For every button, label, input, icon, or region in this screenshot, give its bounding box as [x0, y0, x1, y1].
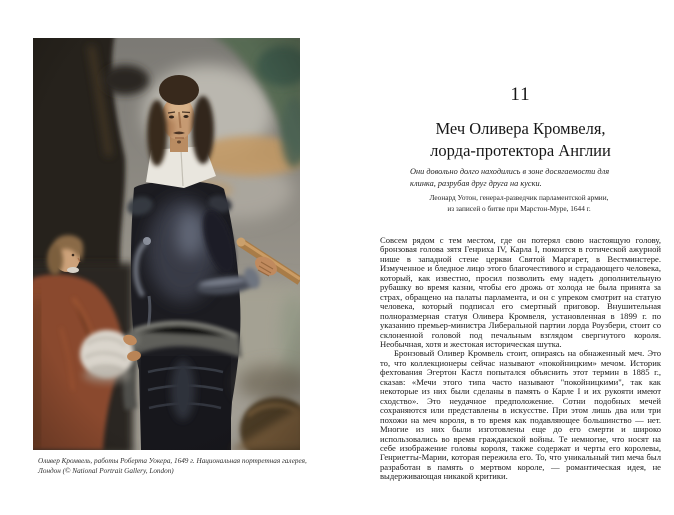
epigraph-attribution — [398, 193, 640, 215]
epigraph-attribution-line1: Леонард Уотон, генерал-разведчик парламентской армии, — [429, 193, 609, 202]
chapter-number: 11 — [510, 84, 531, 105]
figure-caption — [38, 456, 316, 477]
figure-caption-line1: Оливер Кромвель, работы Роберта Уокера, 1649 г. Национальная портретная галерея, — [38, 457, 307, 465]
cromwell-portrait-painting — [33, 38, 300, 450]
figure-caption-line2: Лондон (© National Portrait Gallery, London) — [38, 467, 174, 476]
body-paragraph-1: Совсем рядом с тем местом, где он потерял свою настоящую голову, бронзовая голова зятя Генриха IV, Карла I, покоится в готической ажурной нише в западной стене церкви Святой Маргарет, в Вестминстере. Измученное и бледное лицо этого благочестивого и страдающего человека, который, как известно, просил позволить ему надеть дополнительную рубашку во время казни, чтобы его дрожь от холода не была принята за страх, обращено на палаты парламента, и он с упреком смотрит на статую человека, который подписал его смертный приговор. Внушительная полноразмерная статуя Оливера Кромвеля, установленная в 1899 г. по указанию премьер-министра Либеральной партии лорда Роузбери, стоит со склоненной головой под печальным взглядом свергнутого короля. Необычная, хотя и жестокая историческая шутка. — [380, 235, 661, 349]
epigraph — [410, 166, 628, 191]
chapter-title — [380, 118, 661, 163]
epigraph-line2: клинка, разрубая друг друга на куски. — [410, 179, 542, 189]
chapter-title-line2: лорда-протектора Англии — [430, 141, 611, 161]
chapter-title-line1: Меч Оливера Кромвеля, — [435, 119, 606, 138]
portrait-illustration — [33, 38, 300, 450]
chapter-body — [380, 236, 661, 482]
epigraph-attribution-line2: из записей о битве при Марстон-Муре, 1644 г. — [447, 203, 591, 213]
body-paragraph-2: Бронзовый Оливер Кромвель стоит, опираясь на обнаженный меч. Это то, что коллекционеры сейчас называют «покойницким» мечом. Историк фехтования Эгертон Кастл попытался объяснить этот термин в 1885 г., сказав: «Мечи этого типа часто называют "покойницкими", так как некоторые из них были сделаны в память о Карле I и их рукояти имеют сходство». Это неудачное предположение. Сотни подобных мечей сохраняются или представлены в искусстве. При этом лишь два или три похожи на меч короля, в то время как подавляющее большинство — нет. Многие из них были изготовлены еще до его смерти и широко использовались во время гражданской войны. Те немногие, что носят на себе изображение головы короля, также содержат и черты его королевы, Генриетты-Марии, которая пережила его. То, что уникальный тип меча был разработан в память о мертвом короле, — романтическая идея, не выдерживающая никакой критики. — [380, 348, 661, 482]
chapter-text-column — [380, 0, 661, 515]
epigraph-line1: Они довольно долго находились в зоне досягаемости для — [410, 167, 610, 176]
